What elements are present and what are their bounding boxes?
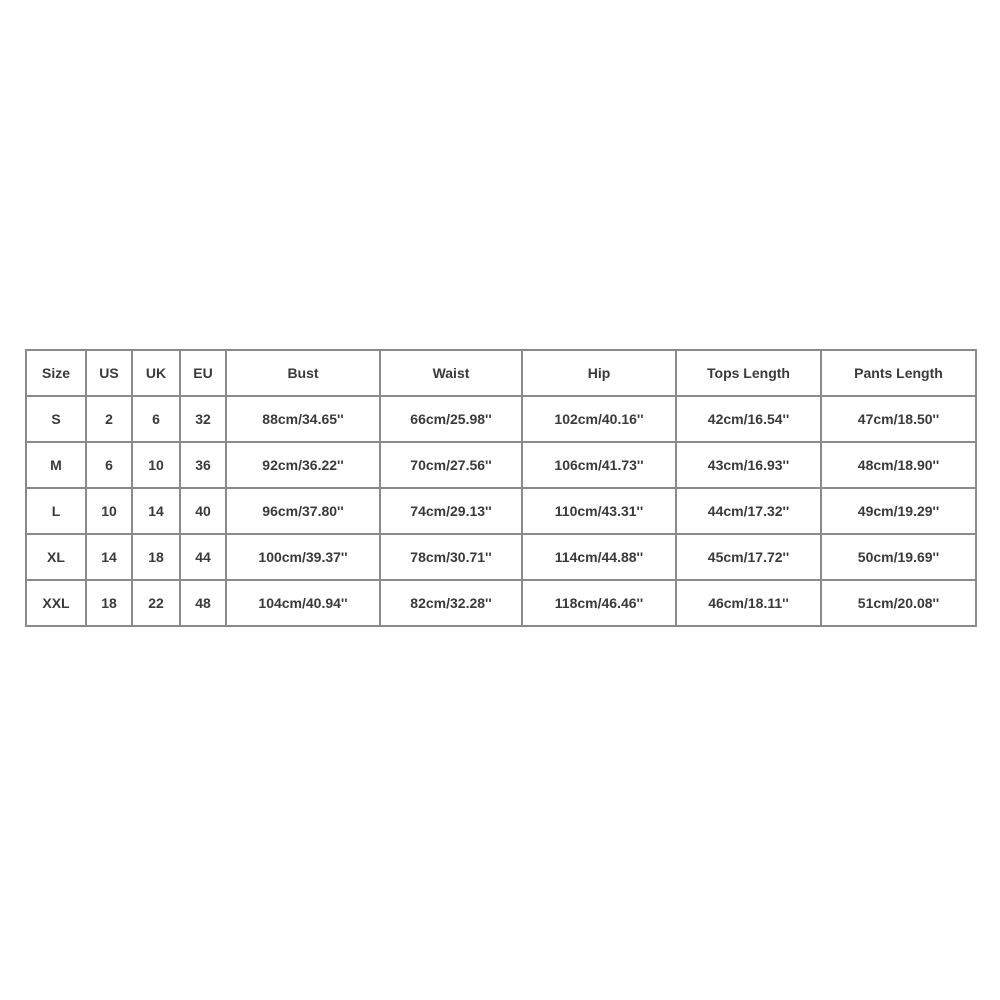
cell-us: 18 <box>86 580 132 626</box>
cell-pants-length: 49cm/19.29'' <box>821 488 976 534</box>
cell-tops-length: 46cm/18.11'' <box>676 580 821 626</box>
cell-hip: 106cm/41.73'' <box>522 442 676 488</box>
cell-eu: 48 <box>180 580 226 626</box>
header-pants-length: Pants Length <box>821 350 976 396</box>
cell-hip: 110cm/43.31'' <box>522 488 676 534</box>
table-row <box>26 580 976 626</box>
cell-us: 10 <box>86 488 132 534</box>
cell-us: 2 <box>86 396 132 442</box>
cell-us: 14 <box>86 534 132 580</box>
cell-bust: 88cm/34.65'' <box>226 396 380 442</box>
cell-tops-length: 42cm/16.54'' <box>676 396 821 442</box>
cell-hip: 118cm/46.46'' <box>522 580 676 626</box>
cell-uk: 14 <box>132 488 180 534</box>
cell-pants-length: 50cm/19.69'' <box>821 534 976 580</box>
cell-uk: 10 <box>132 442 180 488</box>
cell-tops-length: 45cm/17.72'' <box>676 534 821 580</box>
cell-pants-length: 51cm/20.08'' <box>821 580 976 626</box>
header-us: US <box>86 350 132 396</box>
cell-size: S <box>26 396 86 442</box>
cell-waist: 66cm/25.98'' <box>380 396 522 442</box>
cell-size: M <box>26 442 86 488</box>
cell-us: 6 <box>86 442 132 488</box>
cell-uk: 22 <box>132 580 180 626</box>
table-row <box>26 396 976 442</box>
cell-eu: 32 <box>180 396 226 442</box>
cell-uk: 6 <box>132 396 180 442</box>
cell-bust: 104cm/40.94'' <box>226 580 380 626</box>
cell-waist: 82cm/32.28'' <box>380 580 522 626</box>
header-size: Size <box>26 350 86 396</box>
cell-waist: 70cm/27.56'' <box>380 442 522 488</box>
cell-pants-length: 47cm/18.50'' <box>821 396 976 442</box>
header-bust: Bust <box>226 350 380 396</box>
cell-tops-length: 43cm/16.93'' <box>676 442 821 488</box>
cell-hip: 114cm/44.88'' <box>522 534 676 580</box>
header-uk: UK <box>132 350 180 396</box>
cell-pants-length: 48cm/18.90'' <box>821 442 976 488</box>
header-hip: Hip <box>522 350 676 396</box>
cell-hip: 102cm/40.16'' <box>522 396 676 442</box>
header-waist: Waist <box>380 350 522 396</box>
cell-size: XL <box>26 534 86 580</box>
cell-eu: 44 <box>180 534 226 580</box>
table-row <box>26 534 976 580</box>
cell-size: XXL <box>26 580 86 626</box>
cell-eu: 36 <box>180 442 226 488</box>
cell-uk: 18 <box>132 534 180 580</box>
cell-bust: 96cm/37.80'' <box>226 488 380 534</box>
size-chart-table <box>25 349 977 627</box>
cell-tops-length: 44cm/17.32'' <box>676 488 821 534</box>
table-row <box>26 442 976 488</box>
cell-size: L <box>26 488 86 534</box>
cell-eu: 40 <box>180 488 226 534</box>
cell-waist: 74cm/29.13'' <box>380 488 522 534</box>
header-row <box>26 350 976 396</box>
header-tops-length: Tops Length <box>676 350 821 396</box>
header-eu: EU <box>180 350 226 396</box>
cell-waist: 78cm/30.71'' <box>380 534 522 580</box>
table-row <box>26 488 976 534</box>
cell-bust: 92cm/36.22'' <box>226 442 380 488</box>
cell-bust: 100cm/39.37'' <box>226 534 380 580</box>
